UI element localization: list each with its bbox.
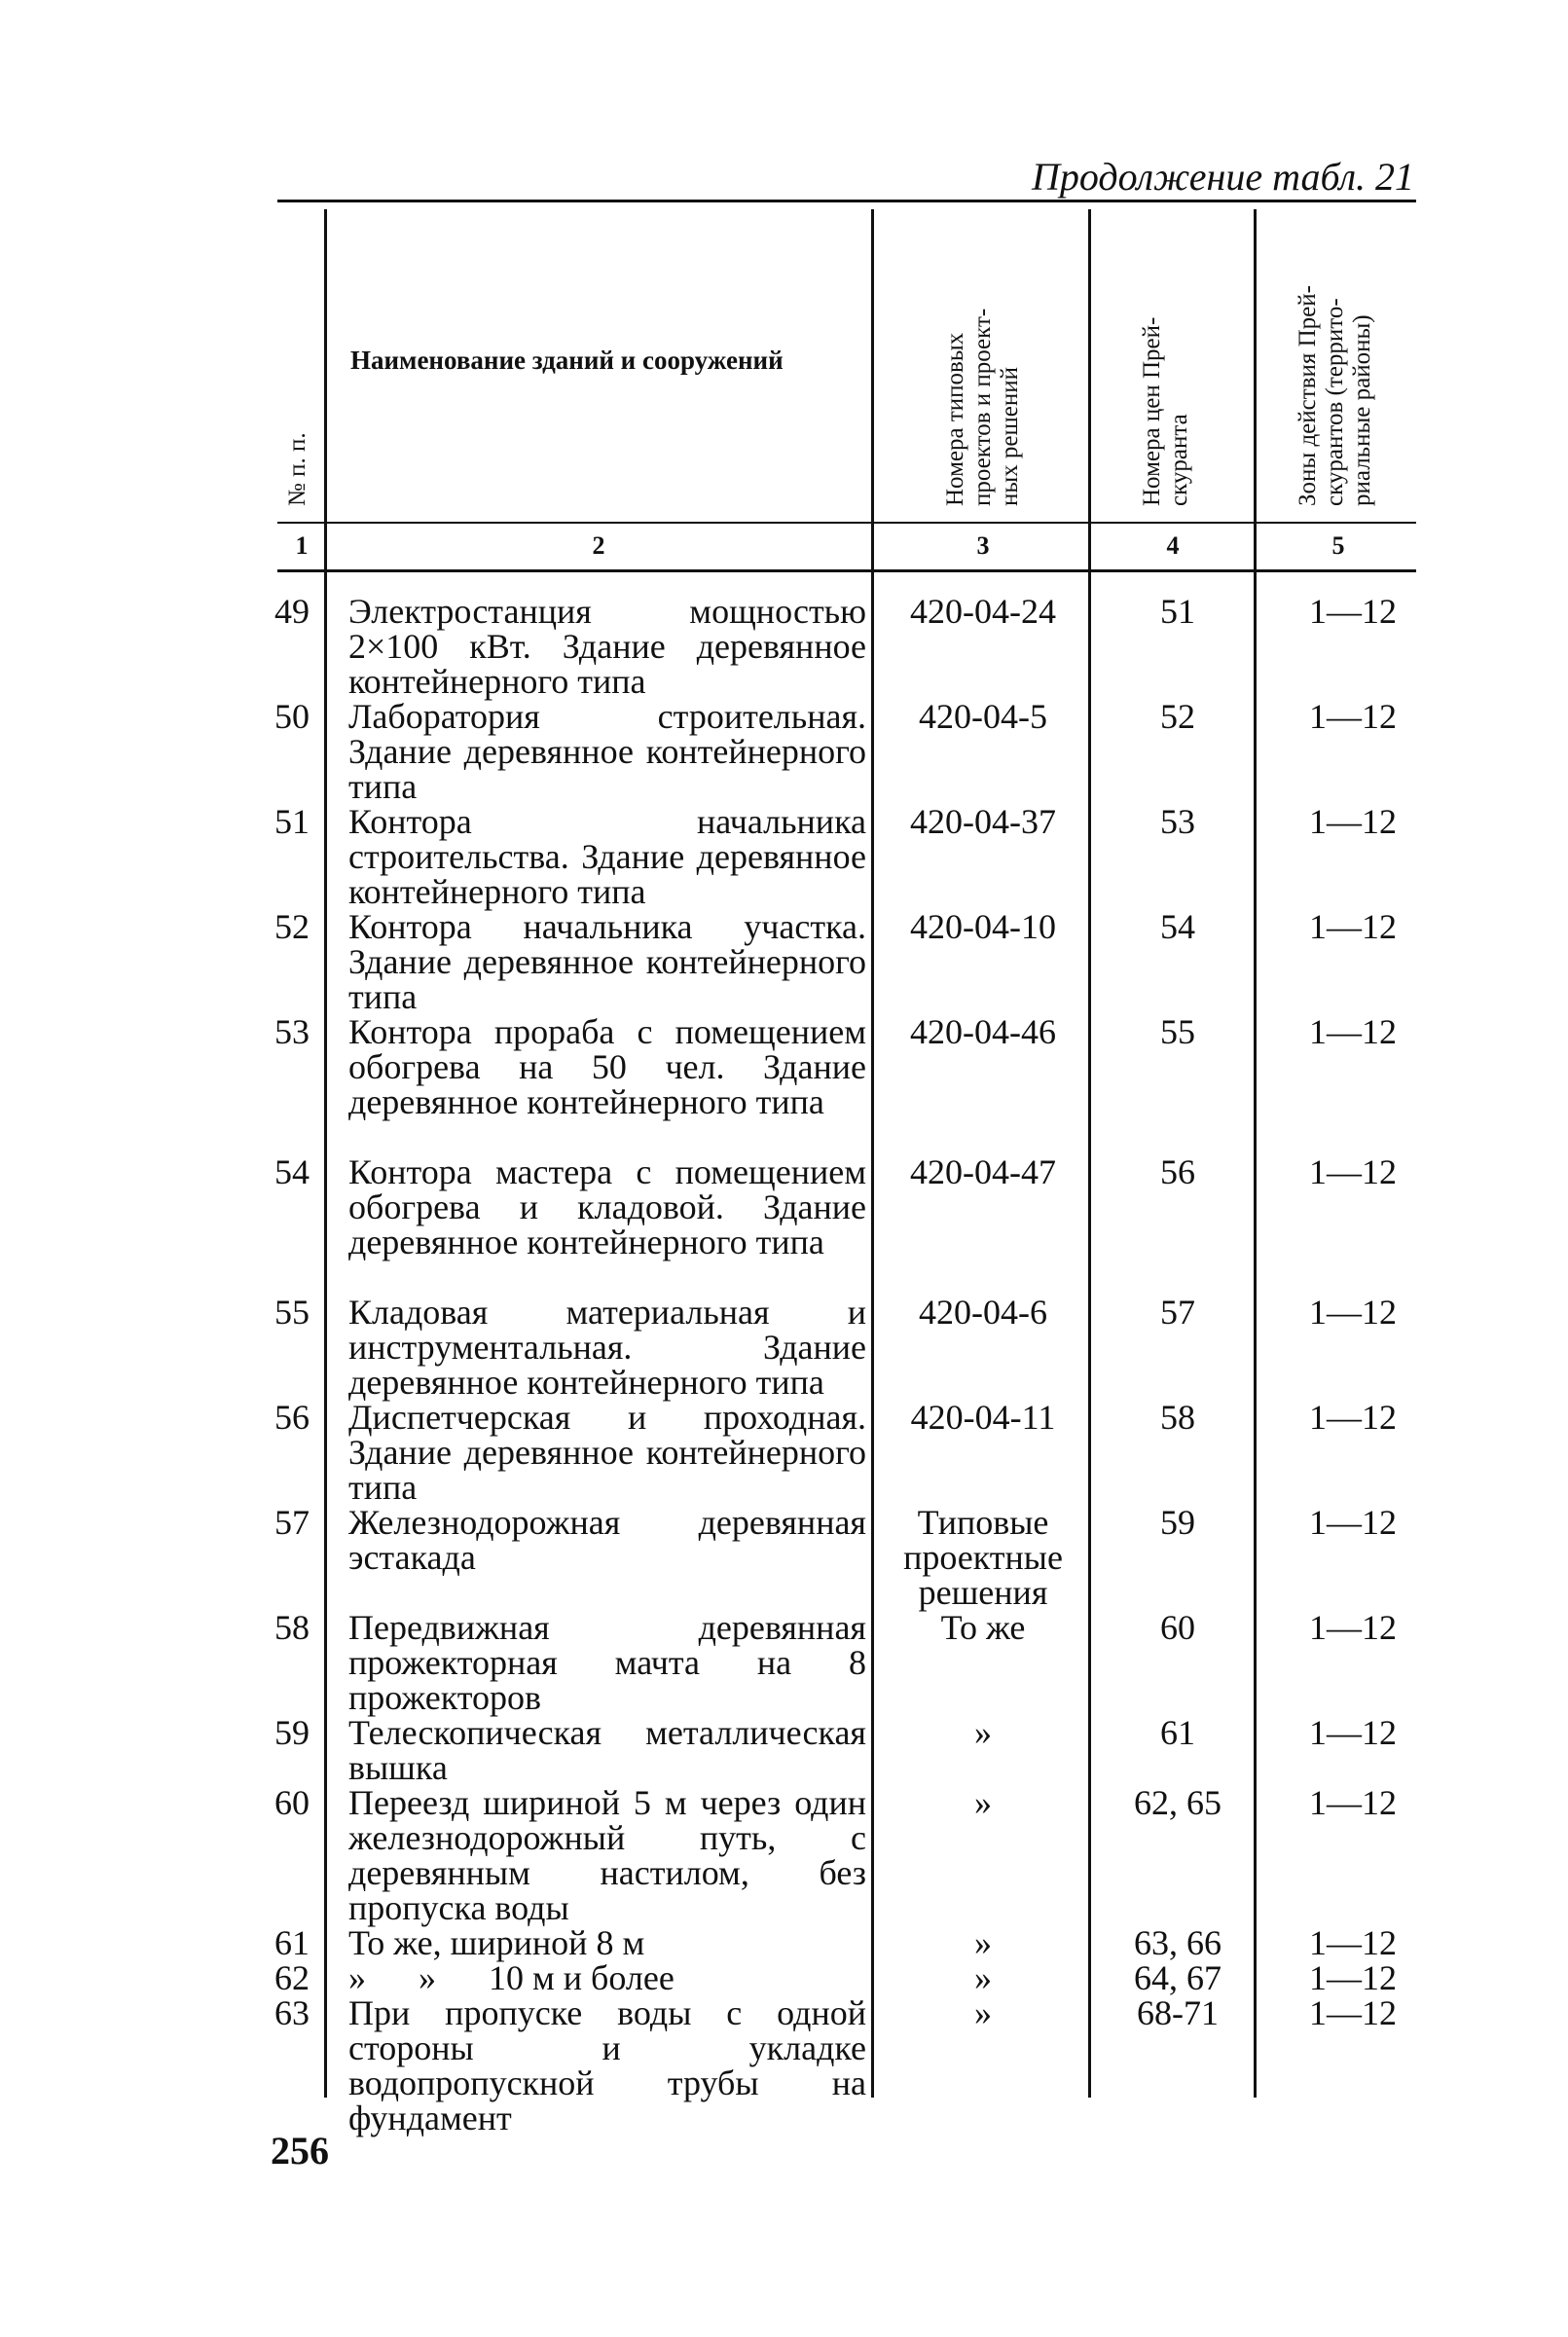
row-zone: 1—12	[1309, 1012, 1397, 1051]
row-project: 420-04-10	[910, 907, 1056, 946]
row-number: 58	[274, 1608, 310, 1647]
row-project: »	[974, 1958, 992, 1997]
row-price: 54	[1160, 907, 1195, 946]
row-zone: 1—12	[1309, 1923, 1397, 1962]
row-name: Лаборатория строительная. Здание деревянное контейнерного типа	[348, 697, 866, 806]
row-number: 57	[274, 1503, 310, 1542]
col-divider-3	[1088, 209, 1091, 2098]
row-zone: 1—12	[1309, 697, 1397, 736]
row-name: Контора мастера с помещением обогрева и кладовой. Здание деревянное контейнерного типа	[348, 1152, 866, 1261]
row-price: 57	[1160, 1293, 1195, 1332]
row-zone: 1—12	[1309, 592, 1397, 631]
header-mid-rule	[277, 522, 1416, 524]
row-name: При пропуске воды с одной стороны и укладке водопропускной трубы на фундамент	[348, 1993, 866, 2137]
row-zone: 1—12	[1309, 1293, 1397, 1332]
row-number: 51	[274, 802, 310, 841]
row-project: »	[974, 1713, 992, 1752]
row-price: 52	[1160, 697, 1195, 736]
row-number: 56	[274, 1398, 310, 1437]
table-caption: Продолжение табл. 21	[1032, 155, 1415, 199]
row-number: 50	[274, 697, 310, 736]
row-price: 63, 66	[1134, 1923, 1222, 1962]
row-number: 49	[274, 592, 310, 631]
row-project: Типовые проектные решения	[903, 1503, 1063, 1612]
row-project: То же	[940, 1608, 1026, 1647]
col-divider-1	[324, 209, 327, 2098]
row-project: 420-04-46	[910, 1012, 1056, 1051]
row-name: Контора прораба с помещением обогрева на 50 чел. Здание деревянное контейнерного типа	[348, 1012, 866, 1121]
row-name: Кладовая материальная и инструментальная. Здание деревянное контейнерного типа	[348, 1293, 866, 1402]
col-number-2: 2	[592, 531, 605, 560]
row-project: 420-04-24	[910, 592, 1056, 631]
row-zone: 1—12	[1309, 907, 1397, 946]
row-project: 420-04-47	[910, 1152, 1056, 1191]
row-number: 53	[274, 1012, 310, 1051]
row-project: »	[974, 1923, 992, 1962]
row-name: Диспетчерская и проходная. Здание деревянное контейнерного типа	[348, 1398, 866, 1507]
row-zone: 1—12	[1309, 1993, 1397, 2032]
page-number: 256	[271, 2129, 329, 2173]
header-col3: Номера типовых проектов и проект- ных решений	[942, 308, 1023, 506]
row-project: »	[974, 1993, 992, 2032]
row-project: 420-04-11	[910, 1398, 1056, 1437]
row-name: Переезд шириной 5 м через один железнодорожный путь, с деревянным настилом, без пропуска воды	[348, 1783, 866, 1927]
row-price: 68-71	[1137, 1993, 1219, 2032]
col-number-5: 5	[1331, 531, 1345, 560]
row-price: 62, 65	[1134, 1783, 1222, 1822]
header-col5: Зоны действия Прей- скурантов (террито- риальные районы)	[1295, 285, 1375, 506]
row-name: Контора начальника участка. Здание деревянное контейнерного типа	[348, 907, 866, 1016]
row-price: 55	[1160, 1012, 1195, 1051]
col-number-1: 1	[295, 531, 309, 560]
row-name: Электростанция мощностью 2×100 кВт. Здание деревянное контейнерного типа	[348, 592, 866, 701]
col-number-3: 3	[976, 531, 990, 560]
row-zone: 1—12	[1309, 1608, 1397, 1647]
row-price: 51	[1160, 592, 1195, 631]
row-price: 60	[1160, 1608, 1195, 1647]
row-number: 55	[274, 1293, 310, 1332]
header-col2: Наименование зданий и сооружений	[350, 346, 784, 375]
row-number: 54	[274, 1152, 310, 1191]
row-price: 56	[1160, 1152, 1195, 1191]
row-zone: 1—12	[1309, 1152, 1397, 1191]
col-divider-2	[871, 209, 874, 2098]
row-number: 60	[274, 1783, 310, 1822]
col-number-4: 4	[1166, 531, 1180, 560]
row-project: »	[974, 1783, 992, 1822]
row-zone: 1—12	[1309, 1713, 1397, 1752]
row-price: 58	[1160, 1398, 1195, 1437]
row-project: 420-04-6	[919, 1293, 1047, 1332]
header-bottom-rule	[277, 569, 1416, 572]
row-zone: 1—12	[1309, 1958, 1397, 1997]
row-project: 420-04-5	[919, 697, 1047, 736]
row-number: 52	[274, 907, 310, 946]
row-name: Железнодорожная деревянная эстакада	[348, 1503, 866, 1577]
header-col1: № п. п.	[284, 432, 310, 506]
top-rule	[277, 200, 1416, 202]
row-number: 61	[274, 1923, 310, 1962]
row-zone: 1—12	[1309, 1503, 1397, 1542]
row-zone: 1—12	[1309, 1398, 1397, 1437]
row-name: То же, шириной 8 м	[348, 1923, 645, 1962]
row-zone: 1—12	[1309, 802, 1397, 841]
row-name: » » 10 м и более	[348, 1958, 675, 1997]
row-zone: 1—12	[1309, 1783, 1397, 1822]
row-number: 63	[274, 1993, 310, 2032]
row-number: 59	[274, 1713, 310, 1752]
row-name: Передвижная деревянная прожекторная мачта на 8 прожекторов	[348, 1608, 866, 1717]
row-project: 420-04-37	[910, 802, 1056, 841]
row-name: Телескопическая металлическая вышка	[348, 1713, 866, 1787]
row-price: 53	[1160, 802, 1195, 841]
row-name: Контора начальника строительства. Здание деревянное контейнерного типа	[348, 802, 866, 911]
header-col4: Номера цен Прей- скуранта	[1139, 316, 1192, 506]
row-number: 62	[274, 1958, 310, 1997]
row-price: 61	[1160, 1713, 1195, 1752]
row-price: 59	[1160, 1503, 1195, 1542]
row-price: 64, 67	[1134, 1958, 1222, 1997]
